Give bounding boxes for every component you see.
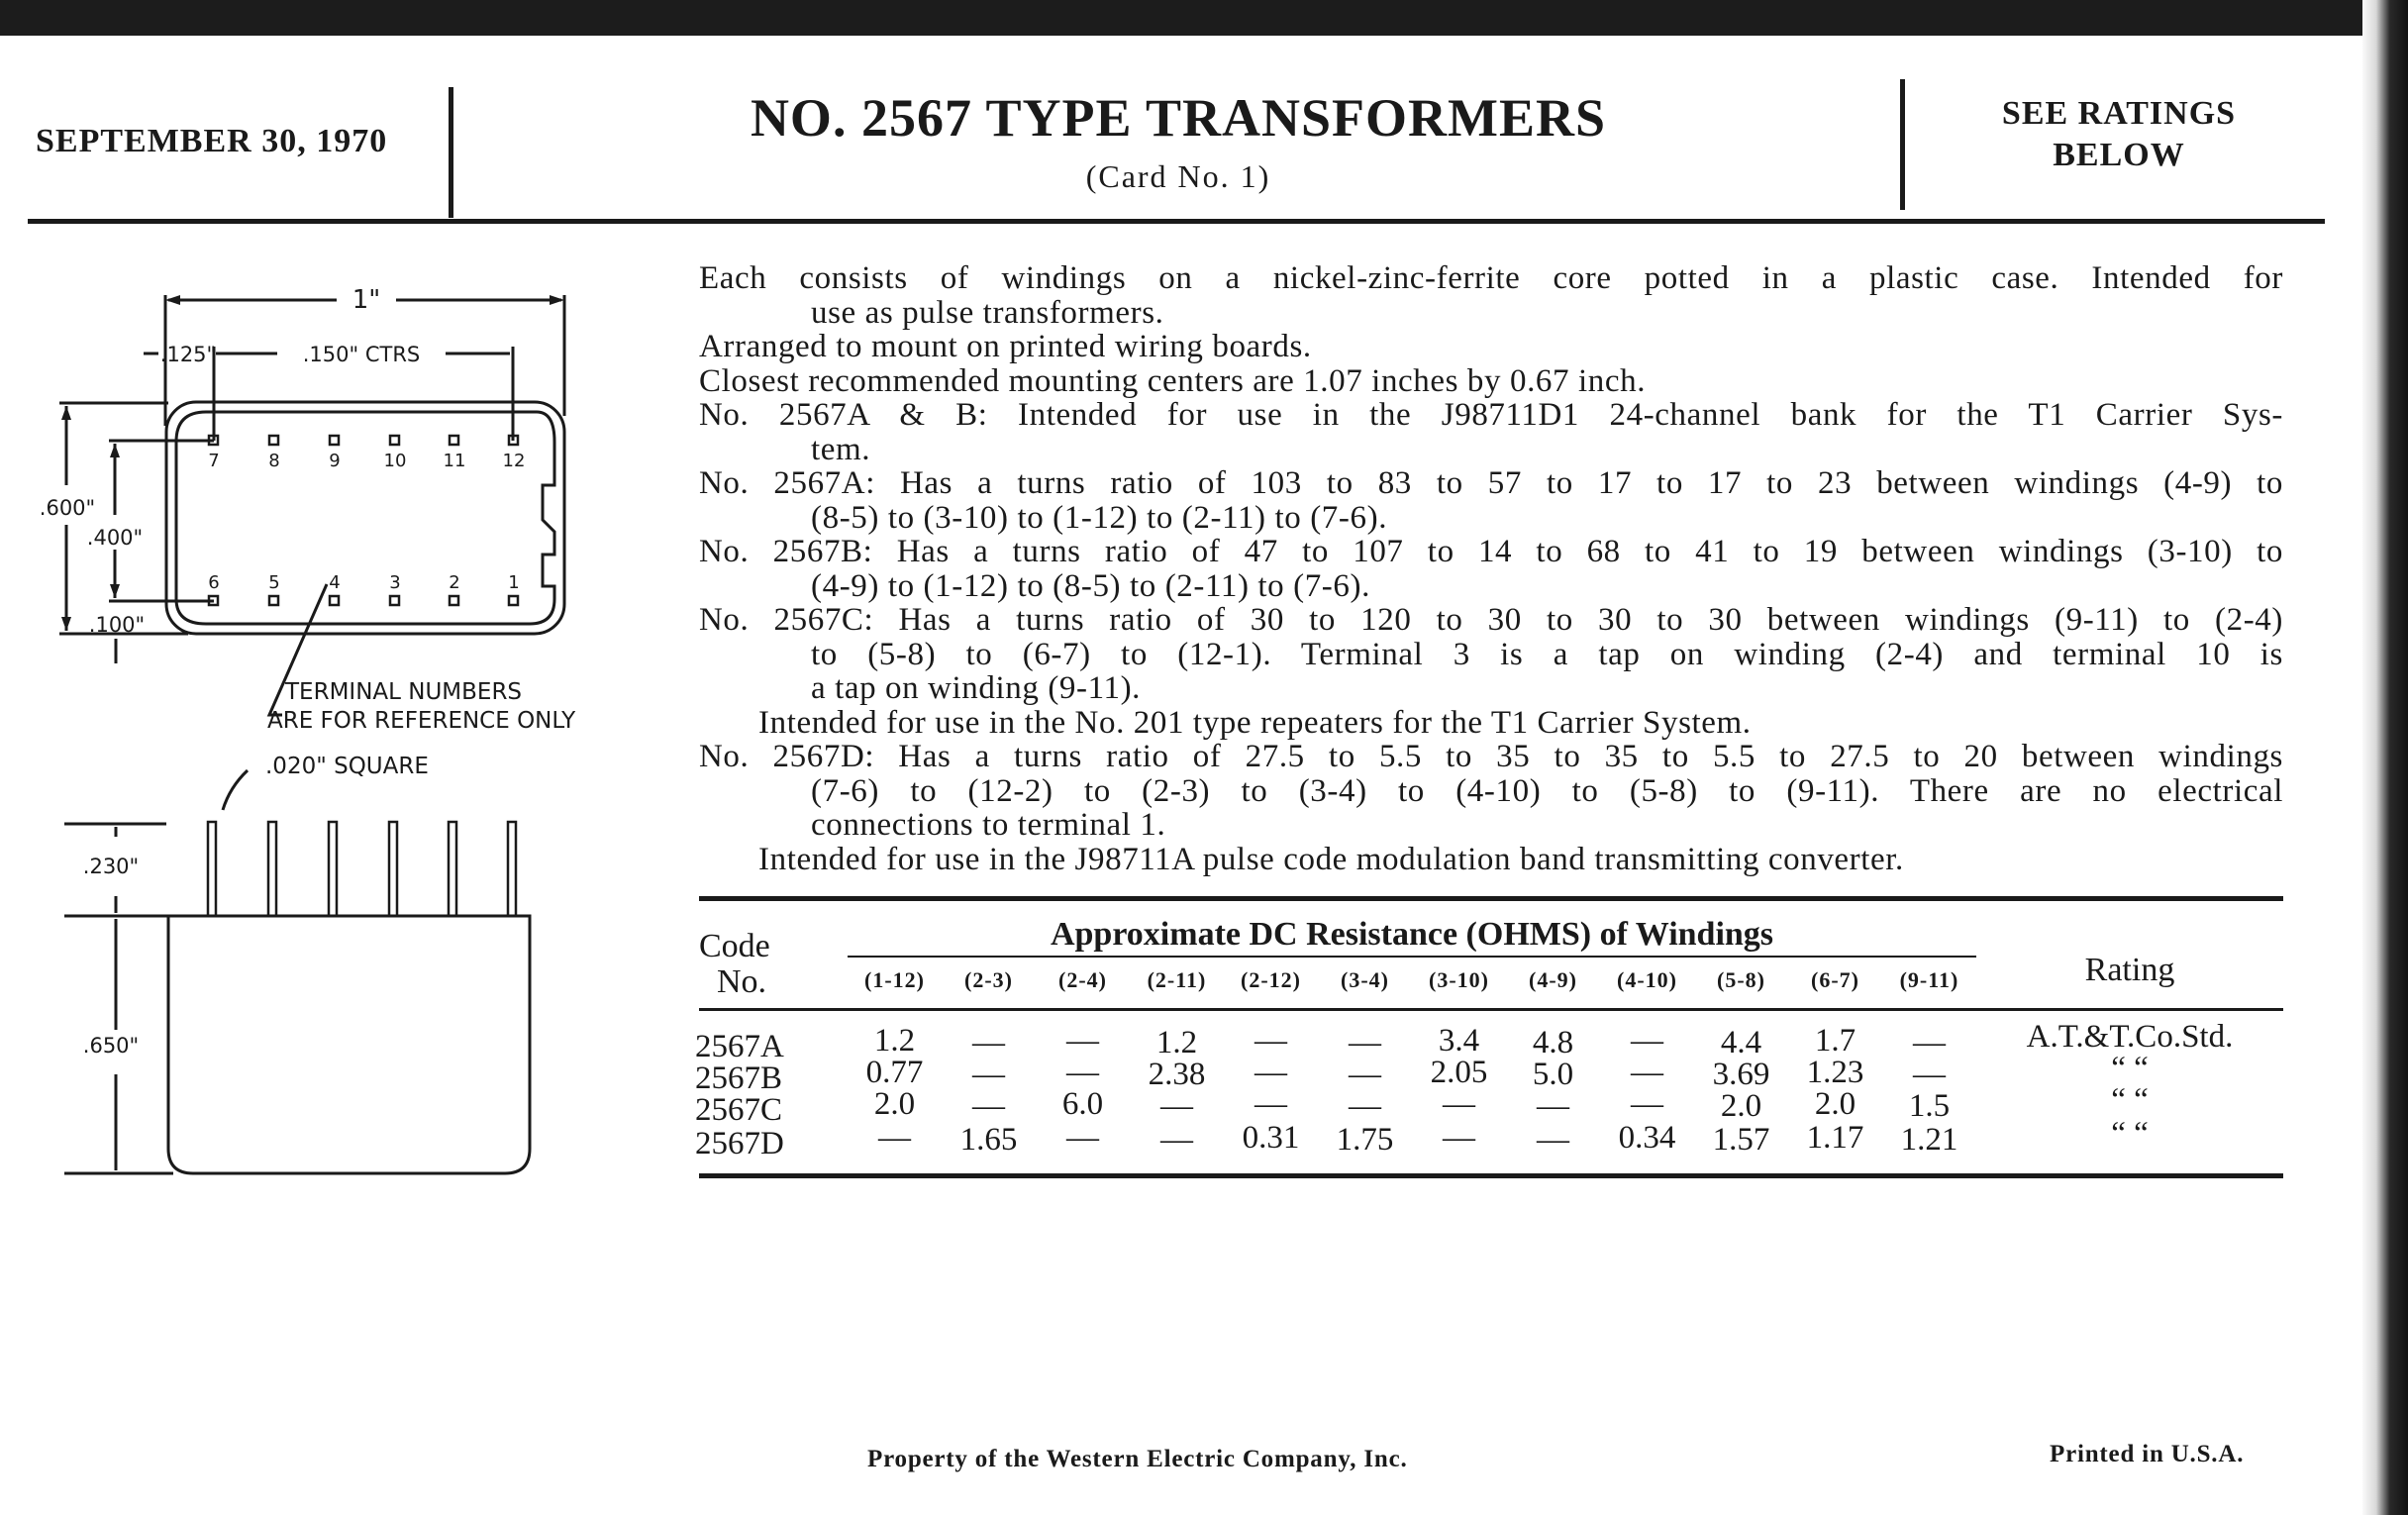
table-top-rule — [699, 896, 2283, 901]
table-header-rule — [699, 1008, 2283, 1011]
paragraph — [699, 261, 2283, 330]
value-cell: 4.8 — [1532, 1025, 1574, 1060]
dim-body-height: .650" — [82, 1034, 140, 1058]
column-header: (1-12) — [864, 967, 925, 992]
scan-right-border — [2362, 0, 2408, 1515]
value-cell: — — [1254, 1023, 1287, 1059]
value-cell: 2.0 — [873, 1086, 916, 1122]
header-divider-left — [449, 87, 453, 218]
value-cell: — — [1160, 1122, 1193, 1158]
paragraph — [699, 364, 2283, 399]
value-cell: — — [972, 1025, 1005, 1060]
value-cell: 4.4 — [1720, 1025, 1762, 1060]
value-cell: — — [1349, 1025, 1381, 1060]
column-header: (2-12) — [1241, 967, 1301, 992]
value-cell: 1.75 — [1336, 1122, 1394, 1158]
column-header: (3-10) — [1429, 967, 1489, 992]
value-cell: — — [1066, 1055, 1099, 1090]
dim-centers: .150" CTRS — [302, 343, 421, 366]
terminal-label: 9 — [329, 451, 341, 471]
value-cell: 3.69 — [1712, 1057, 1770, 1092]
terminal-label: 4 — [329, 572, 341, 593]
value-cell: 3.4 — [1438, 1023, 1480, 1059]
terminal-label: 11 — [443, 451, 466, 471]
value-cell: — — [1913, 1057, 1946, 1092]
terminal-label: 3 — [389, 572, 401, 593]
value-cell: — — [972, 1088, 1005, 1124]
rating-cell: “ “ — [2111, 1116, 2149, 1152]
paragraph — [699, 535, 2283, 603]
text-line: (8-5) to (3-10) to (1-12) to (2-11) to (7-6). — [811, 499, 1388, 536]
page-title: NO. 2567 TYPE TRANSFORMERS — [750, 88, 1607, 148]
column-header: (2-3) — [964, 967, 1013, 992]
text-line: to (5-8) to (6-7) to (12-1). Terminal 3 is a tap on winding (2-4) and terminal 10 is — [811, 636, 2283, 672]
paragraph — [699, 740, 2283, 843]
value-cell: 6.0 — [1061, 1086, 1104, 1122]
value-cell: — — [1254, 1086, 1287, 1122]
card-date: SEPTEMBER 30, 1970 — [36, 123, 388, 159]
resistance-table — [695, 896, 2283, 1183]
value-cell: 1.5 — [1908, 1088, 1951, 1124]
value-cell: — — [1537, 1088, 1569, 1124]
dim-offset: .125" — [159, 343, 217, 366]
text-line: Intended for use in the J98711A pulse code modulation band transmitting converter. — [758, 841, 1904, 877]
paragraph — [699, 330, 2283, 364]
code-header-no: No. — [717, 963, 767, 1000]
code-cell: 2567C — [695, 1092, 783, 1128]
text-line: Closest recommended mounting centers are 1.07 inches by 0.67 inch. — [699, 362, 1647, 399]
value-cell: 1.17 — [1806, 1120, 1864, 1156]
column-header: (5-8) — [1717, 967, 1765, 992]
property-notice: Property of the Western Electric Company, Inc. — [867, 1446, 1408, 1472]
column-header: (4-10) — [1617, 967, 1677, 992]
group-header-rule — [848, 956, 1976, 958]
value-cell: 1.2 — [1155, 1025, 1198, 1060]
text-line: Intended for use in the No. 201 type repeaters for the T1 Carrier System. — [758, 704, 1752, 741]
text-line: connections to terminal 1. — [811, 807, 1166, 843]
ratings-note — [1911, 93, 2327, 176]
column-header: (2-4) — [1058, 967, 1107, 992]
value-cell: 1.7 — [1814, 1023, 1856, 1059]
code-cell: 2567A — [695, 1029, 784, 1064]
text-line: Each consists of windings on a nickel-zinc-ferrite core potted in a plastic case. Intended for — [699, 260, 2283, 296]
transformer-drawing — [0, 257, 673, 1188]
terminal-label: 8 — [268, 451, 280, 471]
terminal-label: 7 — [208, 451, 220, 471]
paragraph — [699, 398, 2283, 466]
printed-notice: Printed in U.S.A. — [2050, 1441, 2245, 1467]
text-line: tem. — [811, 431, 871, 467]
ratings-line-1: SEE RATINGS — [2001, 95, 2237, 132]
rating-cell: A.T.&T.Co.Std. — [2026, 1019, 2234, 1055]
value-cell: — — [1349, 1057, 1381, 1092]
terminal-note-line-1: TERMINAL NUMBERS — [285, 679, 523, 705]
text-line: (7-6) to (12-2) to (2-3) to (3-4) to (4-10) to (5-8) to (9-11). There are no electrical — [811, 772, 2283, 809]
terminal-note-line-2: ARE FOR REFERENCE ONLY — [267, 708, 576, 734]
value-cell: — — [1631, 1086, 1663, 1122]
terminal-label: 5 — [268, 572, 280, 593]
dim-pin-height: .230" — [82, 855, 140, 878]
value-cell: — — [972, 1057, 1005, 1092]
value-cell: 5.0 — [1532, 1057, 1574, 1092]
value-cell: — — [1349, 1088, 1381, 1124]
ratings-line-2: BELOW — [2053, 137, 2185, 173]
group-header: Approximate DC Resistance (OHMS) of Windings — [1050, 916, 1774, 953]
column-header: (6-7) — [1811, 967, 1859, 992]
scan-top-border — [0, 0, 2408, 36]
header-rule — [28, 219, 2325, 224]
value-cell: — — [1254, 1055, 1287, 1090]
paragraph — [699, 706, 2283, 741]
value-cell: — — [1913, 1025, 1946, 1060]
value-cell: — — [1631, 1023, 1663, 1059]
terminal-label: 2 — [449, 572, 460, 593]
value-cell: — — [1443, 1086, 1475, 1122]
text-line: No. 2567C: Has a turns ratio of 30 to 120 to 30 to 30 to 30 between windings (9-11) to (2-4) — [699, 602, 2283, 638]
value-cell: — — [1443, 1120, 1475, 1156]
code-cell: 2567D — [695, 1126, 784, 1162]
dim-row-spacing: .400" — [86, 526, 144, 550]
value-cell: 1.23 — [1806, 1055, 1864, 1090]
header-divider-right — [1900, 79, 1905, 210]
terminal-label: 12 — [502, 451, 526, 471]
column-header: (2-11) — [1147, 967, 1207, 992]
table-bottom-rule — [699, 1173, 2283, 1178]
text-line: No. 2567B: Has a turns ratio of 47 to 107 to 14 to 68 to 41 to 19 between windings (3-10) to — [699, 534, 2283, 569]
column-header: (4-9) — [1529, 967, 1577, 992]
paragraph — [699, 466, 2283, 535]
value-cell: 1.2 — [873, 1023, 916, 1059]
text-line: No. 2567A & B: Intended for use in the J98711D1 24-channel bank for the T1 Carrier Sys- — [699, 397, 2283, 433]
terminal-label: 6 — [208, 572, 220, 593]
value-cell: 2.0 — [1814, 1086, 1856, 1122]
pin-note: .020" SQUARE — [265, 754, 429, 779]
text-line: Arranged to mount on printed wiring boards. — [699, 329, 1312, 364]
column-header: (9-11) — [1899, 967, 1959, 992]
value-cell: — — [1160, 1088, 1193, 1124]
terminal-label: 10 — [383, 451, 407, 471]
dim-width: 1" — [351, 285, 381, 315]
text-line: No. 2567D: Has a turns ratio of 27.5 to 5.5 to 35 to 35 to 5.5 to 27.5 to 20 between windings — [699, 739, 2283, 774]
value-cell: 0.77 — [865, 1055, 924, 1090]
terminal-label: 1 — [508, 572, 520, 593]
column-header: (3-4) — [1341, 967, 1389, 992]
paragraph — [699, 843, 2283, 877]
code-header: Code — [699, 928, 770, 964]
code-cell: 2567B — [695, 1060, 783, 1096]
value-cell: 1.21 — [1900, 1122, 1958, 1158]
value-cell: 0.31 — [1242, 1120, 1300, 1156]
value-cell: — — [1066, 1120, 1099, 1156]
text-line: use as pulse transformers. — [811, 294, 1164, 331]
paragraph — [699, 603, 2283, 706]
value-cell: 2.05 — [1430, 1055, 1488, 1090]
description-text — [699, 261, 2283, 876]
text-line: (4-9) to (1-12) to (8-5) to (2-11) to (7-6). — [811, 567, 1370, 604]
card-number: (Card No. 1) — [1085, 158, 1271, 194]
dim-edge: .100" — [88, 613, 146, 637]
rating-cell: “ “ — [2111, 1082, 2149, 1118]
text-line: No. 2567A: Has a turns ratio of 103 to 83 to 57 to 17 to 17 to 23 between windings (4-9) to — [699, 465, 2283, 501]
value-cell: 1.57 — [1712, 1122, 1770, 1158]
value-cell: 2.0 — [1720, 1088, 1762, 1124]
value-cell: — — [1066, 1023, 1099, 1059]
value-cell: — — [1631, 1055, 1663, 1090]
text-line: a tap on winding (9-11). — [811, 670, 1142, 706]
value-cell: — — [878, 1120, 911, 1156]
value-cell: 0.34 — [1618, 1120, 1676, 1156]
dim-height: .600" — [39, 496, 96, 520]
value-cell: 1.65 — [959, 1122, 1018, 1158]
rating-cell: “ “ — [2111, 1051, 2149, 1086]
value-cell: — — [1537, 1122, 1569, 1158]
rating-header: Rating — [2084, 952, 2175, 988]
value-cell: 2.38 — [1148, 1057, 1206, 1092]
